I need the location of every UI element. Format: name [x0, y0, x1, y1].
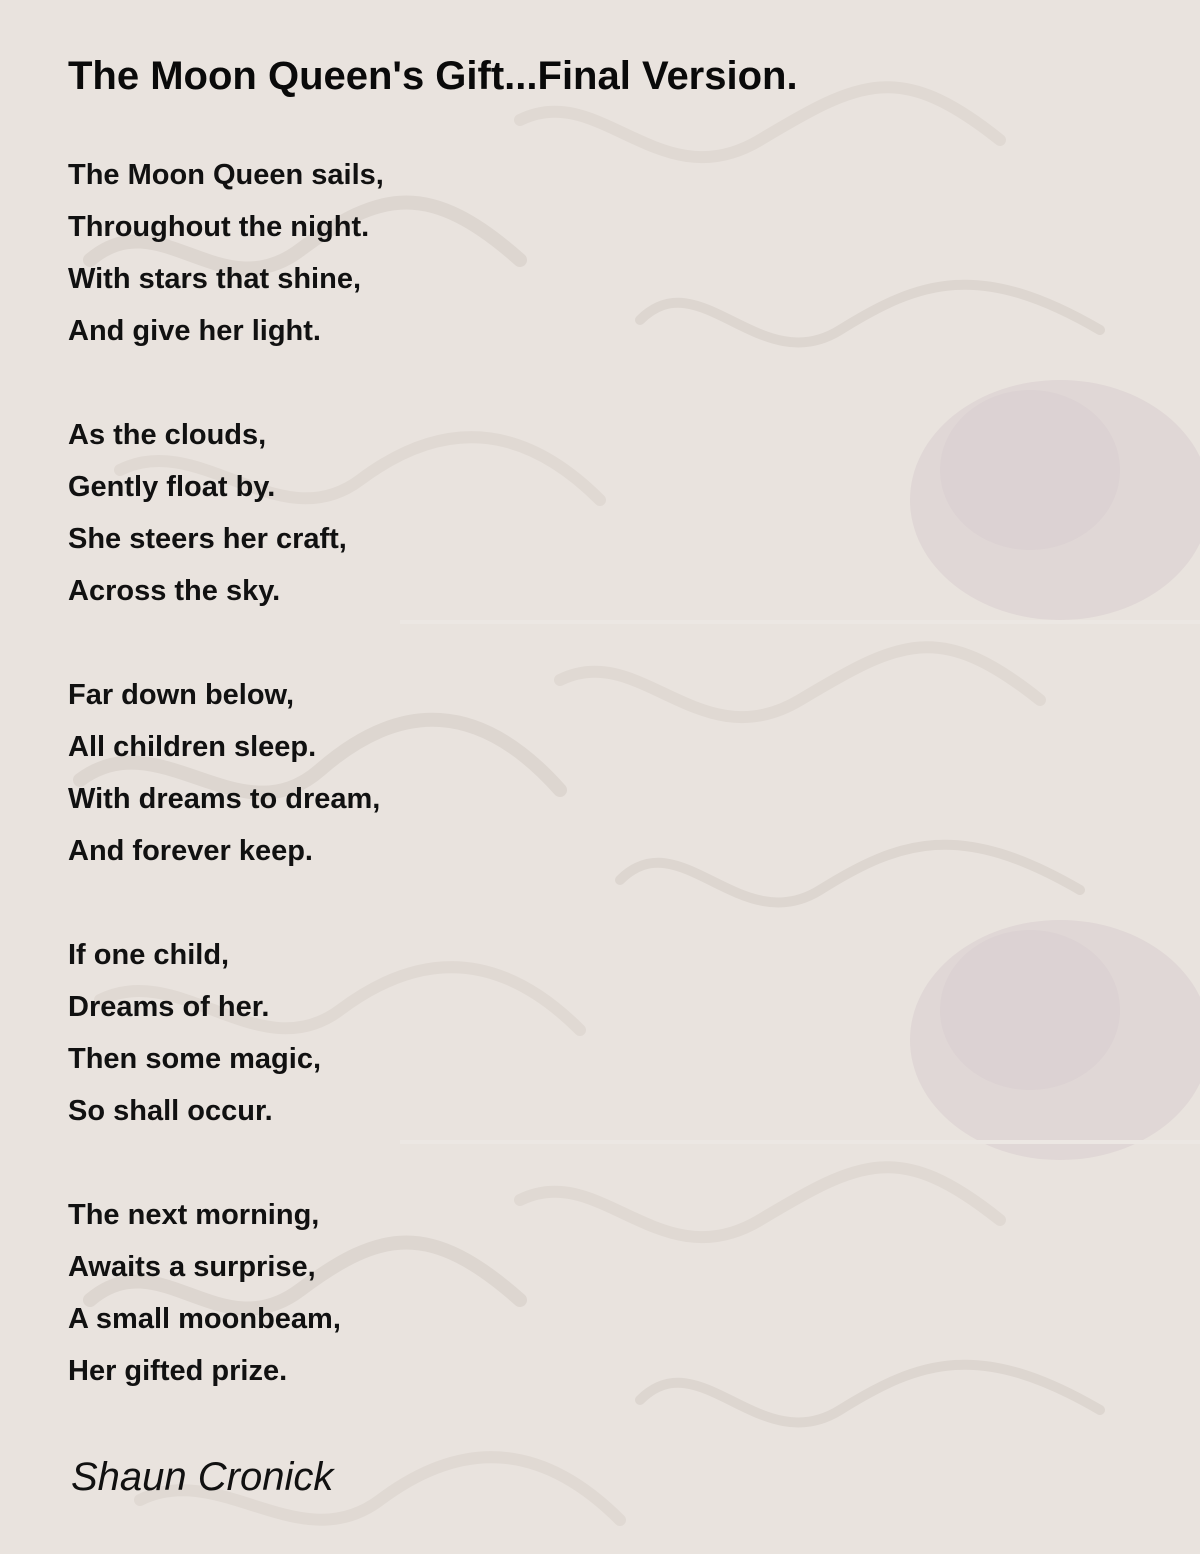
poem-line: If one child, [68, 939, 230, 971]
poem-body [68, 149, 968, 1449]
poem-line: So shall occur. [68, 1095, 273, 1127]
poem-line: All children sleep. [68, 731, 317, 763]
poem-line: With dreams to dream, [68, 783, 381, 815]
poem-line: Gently float by. [68, 471, 276, 503]
poem-line: Then some magic, [68, 1043, 322, 1075]
poem-title: The Moon Queen's Gift...Final Version. [68, 54, 798, 98]
poem-line: Her gifted prize. [68, 1355, 288, 1387]
poem-line: Far down below, [68, 679, 295, 711]
poem-line: Dreams of her. [68, 991, 270, 1023]
poem-line: Awaits a surprise, [68, 1251, 316, 1283]
stanza-4 [68, 929, 968, 1137]
poem-author: Shaun Cronick [71, 1455, 334, 1499]
poem-line: As the clouds, [68, 419, 267, 451]
poem-line: A small moonbeam, [68, 1303, 341, 1335]
stanza-5 [68, 1189, 968, 1397]
poem-line: And give her light. [68, 315, 321, 347]
stanza-3 [68, 669, 968, 877]
poem-line: The next morning, [68, 1199, 320, 1231]
poem-line: And forever keep. [68, 835, 313, 867]
poem-line: With stars that shine, [68, 263, 362, 295]
poem-line: Across the sky. [68, 575, 281, 607]
poem-line: Throughout the night. [68, 211, 370, 243]
stanza-1 [68, 149, 968, 357]
stanza-2 [68, 409, 968, 617]
poem-line: The Moon Queen sails, [68, 159, 384, 191]
poem-line: She steers her craft, [68, 523, 347, 555]
